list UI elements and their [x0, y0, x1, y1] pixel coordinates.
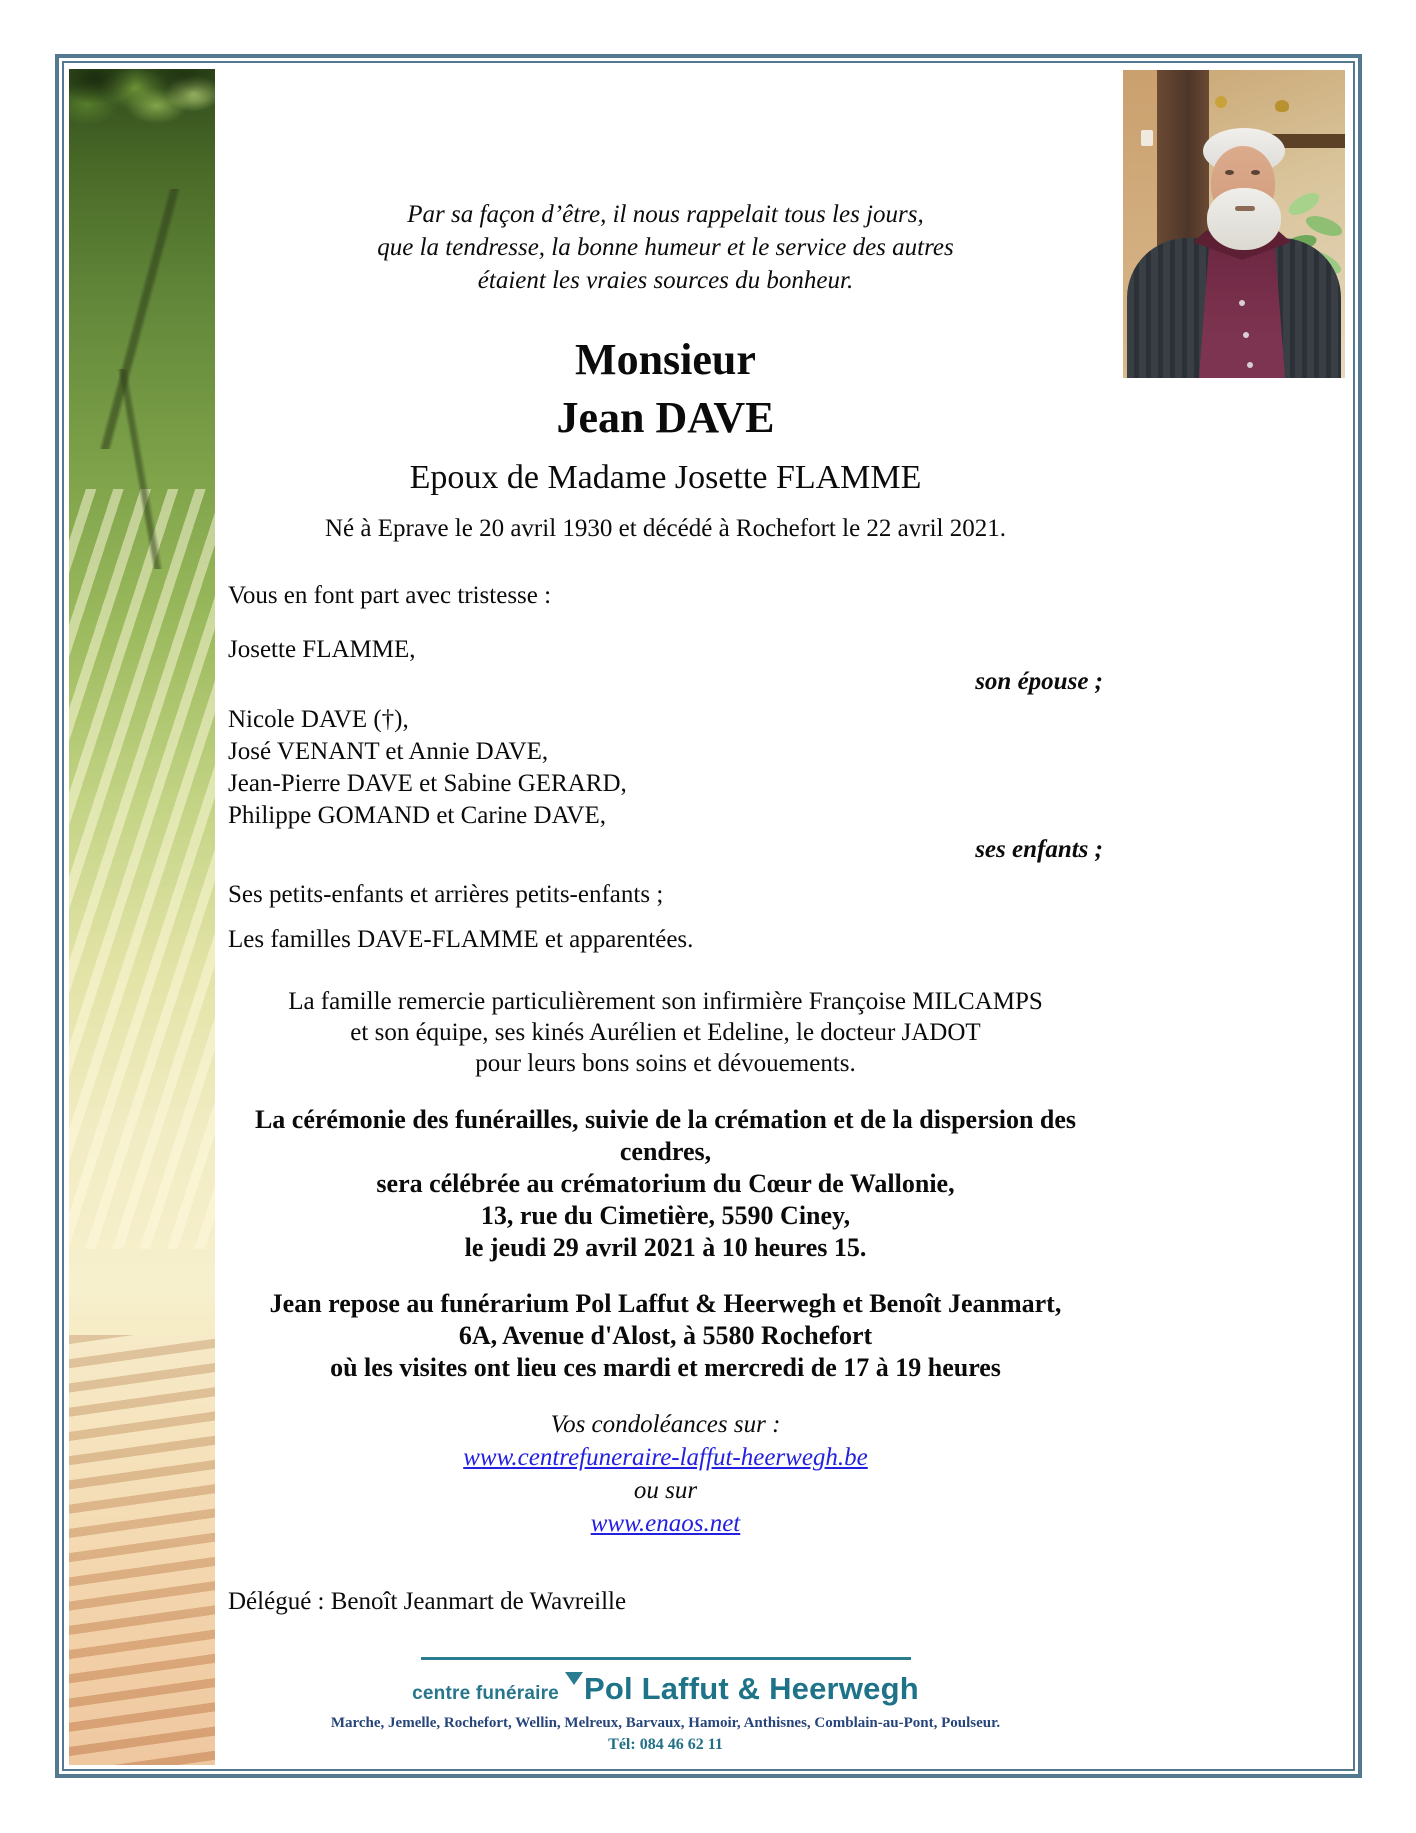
child-line: Philippe GOMAND et Carine DAVE,	[228, 802, 606, 829]
brand-name: Pol Laffut & Heerwegh	[583, 1671, 919, 1706]
announcement-text	[228, 185, 1103, 1618]
quote-line-1: Par sa façon d’être, il nous rappelait tous les jours,	[407, 201, 924, 228]
portrait-shirt	[1199, 242, 1285, 378]
portrait-photo	[1123, 70, 1345, 378]
quote-line-3: étaient les vraies sources du bonheur.	[477, 267, 854, 294]
condolences-or-text: ou sur	[633, 1477, 698, 1504]
ceremony-line-4: le jeudi 29 avril 2021 à 10 heures 15.	[464, 1233, 867, 1262]
family-intro: Vous en font part avec tristesse :	[228, 582, 552, 609]
condolences-link-enaos[interactable]: www.enaos.net	[590, 1510, 741, 1537]
ceremony-line-3: 13, rue du Cimetière, 5590 Ciney,	[480, 1201, 851, 1230]
thanks-line-2: et son équipe, ses kinés Aurélien et Edeline, le docteur JADOT	[350, 1019, 981, 1046]
children-role: ses enfants ;	[975, 836, 1103, 863]
brand-logo	[228, 1672, 1103, 1712]
deceased-name: Jean DAVE	[556, 393, 775, 442]
triangle-down-icon	[565, 1672, 583, 1685]
deceased-title: Monsieur	[575, 335, 756, 384]
portrait-switch	[1141, 130, 1153, 146]
brand-prefix: centre funéraire	[412, 1683, 559, 1704]
footer-phone: Tél: 084 46 62 11	[608, 1736, 723, 1753]
portrait-eye	[1251, 170, 1260, 175]
deceased-subtitle: Epoux de Madame Josette FLAMME	[409, 459, 922, 496]
child-line: Nicole DAVE (†),	[228, 706, 409, 733]
condolences-link-funeral-home[interactable]: www.centrefuneraire-laffut-heerwegh.be	[463, 1444, 868, 1471]
spouse-role: son épouse ;	[975, 668, 1103, 695]
forest-path-photo	[69, 69, 215, 1765]
families-line: Les familles DAVE-FLAMME et apparentées.	[228, 926, 694, 953]
footer-divider-line	[421, 1657, 911, 1660]
ceremony-line-1: La cérémonie des funérailles, suivie de la crémation et de la dispersion des cendres,	[254, 1105, 1077, 1166]
footer-locations: Marche, Jemelle, Rochefort, Wellin, Melreux, Barvaux, Hamoir, Anthisnes, Comblain-au-Pont, Poulseur.	[330, 1715, 1001, 1731]
repose-line-1: Jean repose au funérarium Pol Laffut & Heerwegh et Benoît Jeanmart,	[269, 1289, 1062, 1318]
thanks-line-3: pour leurs bons soins et dévouements.	[475, 1050, 856, 1077]
portrait-bell	[1215, 96, 1227, 108]
delegate-line: Délégué : Benoît Jeanmart de Wavreille	[228, 1588, 627, 1615]
child-line: Jean-Pierre DAVE et Sabine GERARD,	[228, 770, 627, 797]
thanks-line-1: La famille remercie particulièrement son infirmière Françoise MILCAMPS	[288, 988, 1043, 1015]
shirt-button	[1239, 300, 1245, 306]
repose-line-3: où les visites ont lieu ces mardi et mercredi de 17 à 19 heures	[330, 1353, 1001, 1382]
portrait-beard	[1207, 188, 1281, 250]
child-line: José VENANT et Annie DAVE,	[228, 738, 549, 765]
portrait-mouth	[1235, 206, 1255, 211]
condolences-heading: Vos condoléances sur :	[550, 1411, 781, 1438]
plant-leaf	[1285, 189, 1322, 220]
funeral-home-footer	[228, 1657, 1103, 1755]
portrait-bell-2	[1275, 100, 1289, 112]
spouse-name: Josette FLAMME,	[228, 636, 416, 663]
shirt-button	[1247, 362, 1253, 368]
ceremony-line-2: sera célébrée au crématorium du Cœur de Wallonie,	[376, 1169, 955, 1198]
shirt-button	[1243, 332, 1249, 338]
quote-line-2: que la tendresse, la bonne humeur et le service des autres	[377, 234, 954, 261]
grandchildren-line: Ses petits-enfants et arrières petits-enfants ;	[228, 881, 664, 908]
birth-death-line: Né à Eprave le 20 avril 1930 et décédé à Rochefort le 22 avril 2021.	[325, 515, 1006, 542]
repose-line-2: 6A, Avenue d'Alost, à 5580 Rochefort	[458, 1321, 873, 1350]
portrait-eye	[1225, 170, 1234, 175]
